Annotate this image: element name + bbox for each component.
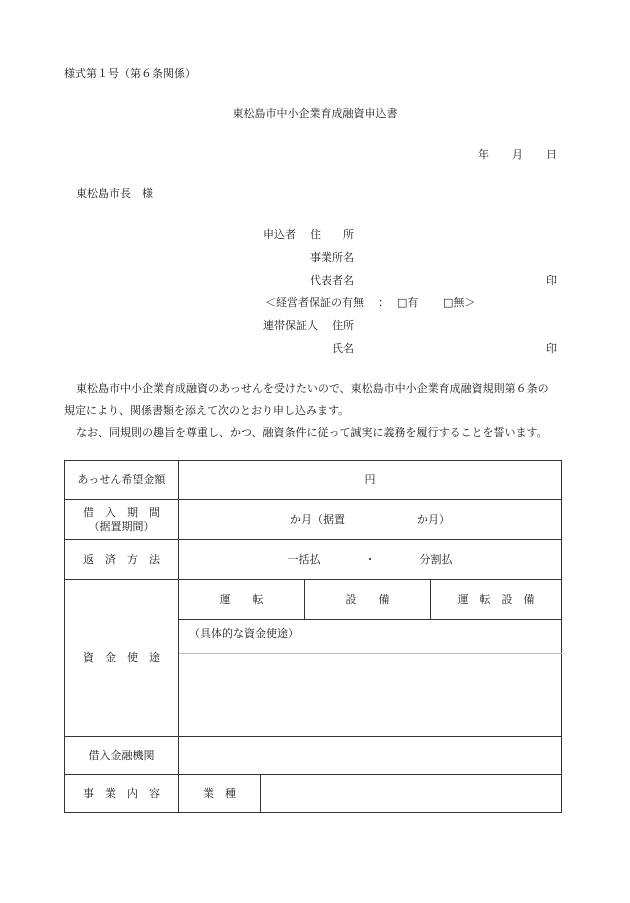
funds-both-cell[interactable] <box>431 580 562 620</box>
amount-input-cell[interactable] <box>179 461 562 500</box>
repay-separator: ・ <box>364 552 376 566</box>
repay-label-cell <box>65 540 179 580</box>
industry-input-cell[interactable] <box>261 775 562 813</box>
guarantee-yes-checkbox[interactable]: □有 <box>397 296 419 309</box>
guarantee-no-checkbox[interactable]: □無＞ <box>443 296 476 309</box>
business-content-label: 事 業 内 容 <box>83 786 160 800</box>
repay-input-cell[interactable] <box>179 540 562 580</box>
address-label: 住 所 <box>310 228 354 241</box>
amount-unit: 円 <box>364 473 376 486</box>
guarantee-label: ＜経営者保証の有無 <box>265 296 364 309</box>
date-day-label: 日 <box>546 148 557 161</box>
funds-operating-cell[interactable] <box>179 580 305 620</box>
addressee: 東松島市長 様 <box>76 187 153 200</box>
period-label: 借 入 期 間 <box>83 505 160 519</box>
body-line-3: なお、同規則の趣旨を尊重し、かつ、融資条件に従って誠実に義務を履行することを誓います。 <box>76 426 548 439</box>
seal-mark: 印 <box>546 274 557 287</box>
form-number: 様式第１号（第６条関係） <box>64 67 196 80</box>
period-input-cell[interactable] <box>179 500 562 540</box>
repay-installment-option[interactable]: 分割払 <box>419 552 453 566</box>
funds-operating-label: 運 転 <box>219 592 264 606</box>
period-sub-label: （据置期間） <box>88 519 155 533</box>
representative-label: 代表者名 <box>310 274 354 287</box>
joint-seal-mark: 印 <box>546 342 557 355</box>
repay-lump-option[interactable]: 一括払 <box>287 552 321 566</box>
funds-detail-header-cell <box>179 620 562 654</box>
funds-equipment-cell[interactable] <box>305 580 431 620</box>
guarantee-colon: ： <box>378 296 389 309</box>
funds-label: 資 金 使 途 <box>83 651 160 664</box>
business-name-label: 事業所名 <box>310 251 354 264</box>
period-months-label: か月（据置 <box>290 512 346 526</box>
funds-detail-input-cell[interactable] <box>179 654 562 737</box>
joint-guarantor-label: 連帯保証人 <box>263 319 318 332</box>
amount-label-cell <box>65 461 179 500</box>
period-label-cell <box>65 500 179 540</box>
document-title: 東松島市中小企業育成融資申込書 <box>232 107 398 120</box>
industry-label: 業 種 <box>203 786 236 800</box>
business-label-cell <box>65 775 179 813</box>
applicant-label: 申込者 <box>263 228 296 241</box>
repay-label: 返 済 方 法 <box>83 552 160 566</box>
amount-label: あっせん希望金額 <box>77 473 166 486</box>
funds-both-label: 運 転 設 備 <box>457 592 535 606</box>
funds-equipment-label: 設 備 <box>345 592 390 606</box>
funds-label-cell <box>65 580 179 737</box>
joint-address-label: 住所 <box>332 319 354 332</box>
grace-months-label: か月） <box>417 512 451 526</box>
industry-label-cell <box>179 775 261 813</box>
application-table <box>64 460 562 813</box>
funds-detail-label: （具体的な資金使途） <box>189 627 299 640</box>
body-line-2: 規定により、関係書類を添えて次のとおり申し込みます。 <box>64 404 350 417</box>
bank-label: 借入金融機関 <box>88 748 155 762</box>
bank-label-cell <box>65 737 179 775</box>
body-line-1: 東松島市中小企業育成融資のあっせんを受けたいので、東松島市中小企業育成融資規則第６条の <box>76 382 549 395</box>
date-year-label: 年 <box>478 148 489 161</box>
joint-name-label: 氏名 <box>332 342 354 355</box>
date-month-label: 月 <box>512 148 523 161</box>
bank-input-cell[interactable] <box>179 737 562 775</box>
